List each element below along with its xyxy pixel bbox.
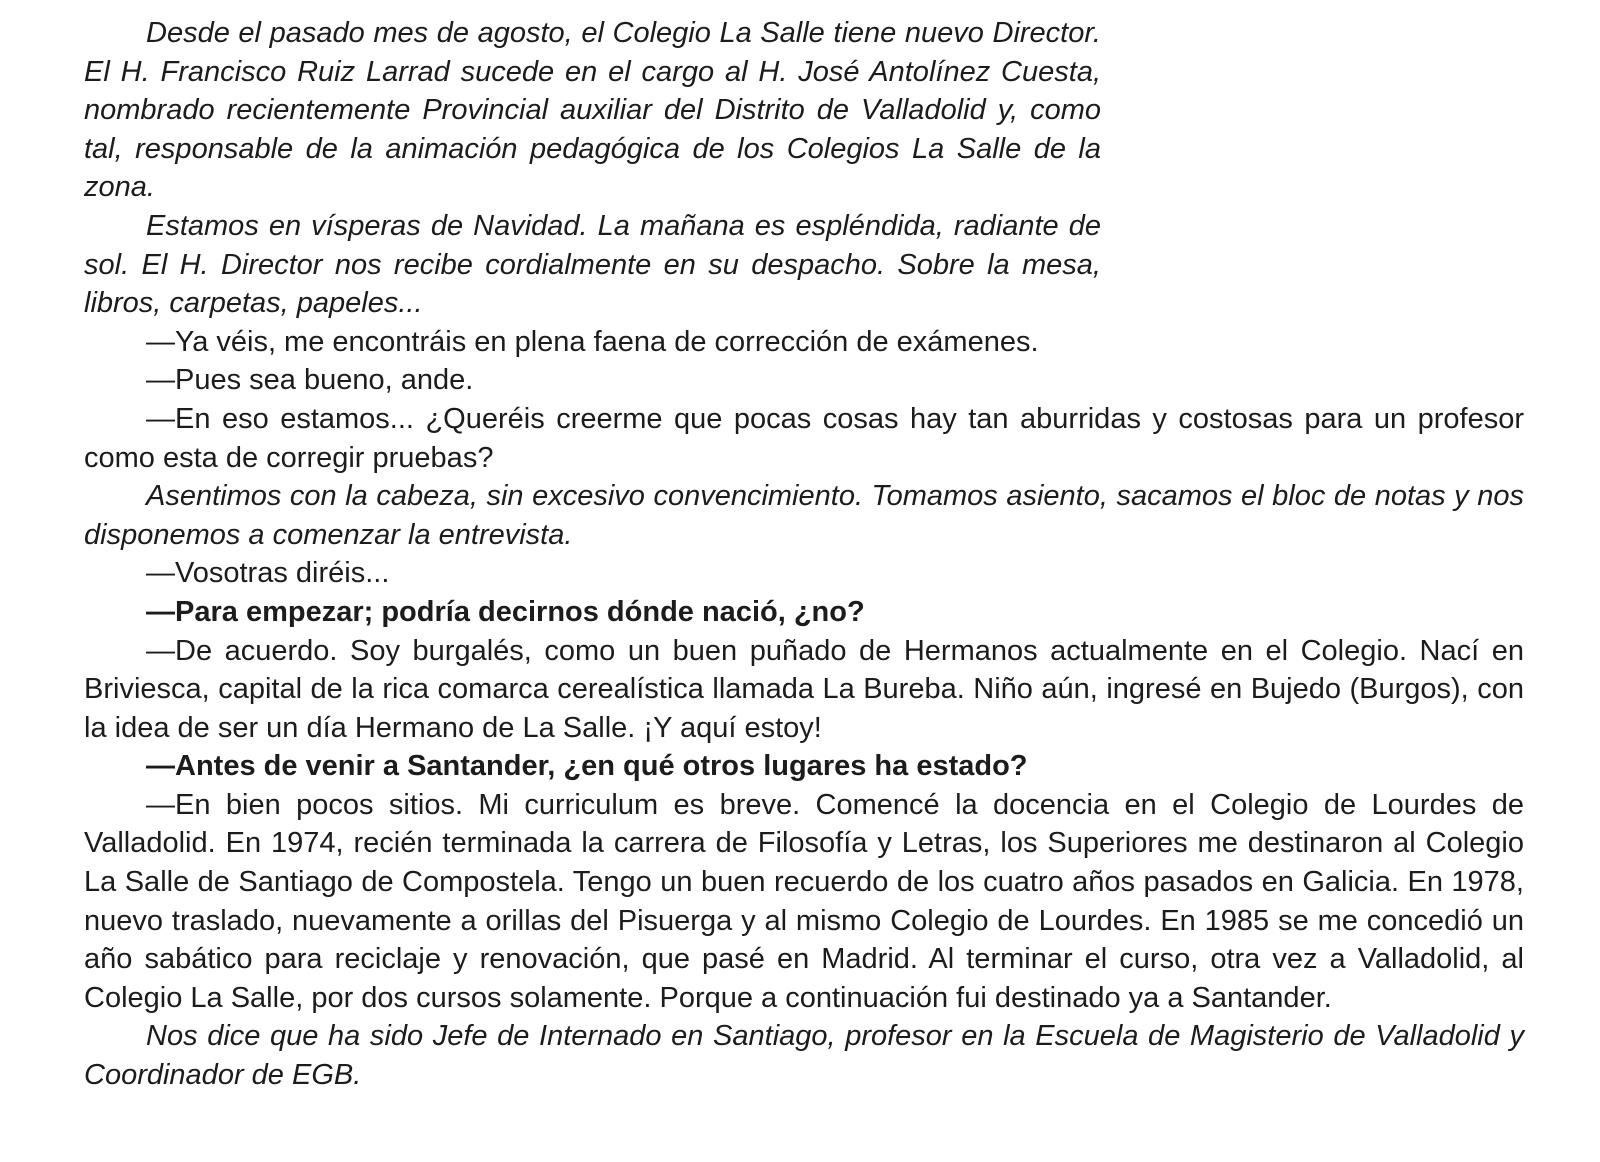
dialogue-line-pruebas: —En eso estamos... ¿Queréis creerme que pocas cosas hay tan aburridas y costosas para un profesor como esta de corregir pruebas? bbox=[84, 402, 1524, 474]
intro-paragraph-director: Desde el pasado mes de agosto, el Colegio La Salle tiene nuevo Director. El H. Francisco Ruiz Larrad sucede en el cargo al H. José Antolínez Cuesta, nombrado recientemente Provincial auxiliar del Distrito de Valladolid y, como tal, responsable de la animación pedagógica de los Colegios La Salle de la zona. bbox=[84, 17, 1101, 204]
article-intro bbox=[84, 14, 1101, 323]
article-page bbox=[84, 14, 1524, 1095]
reply-line-direis: —Vosotras diréis... bbox=[146, 557, 390, 590]
interview-answer-previous-places: —En bien pocos sitios. Mi curriculum es breve. Comencé la docencia en el Colegio de Lourdes de Valladolid. En 1974, recién terminada la carrera de Filosofía y Letras, los Superiores me destinaron al Colegio La Salle de Santiago de Compostela. Tengo un buen recuerdo de los cuatro años pasados en Galicia. En 1978, nuevo traslado, nuevamente a orillas del Pisuerga y al mismo Colegio de Lourdes. En 1985 se me concedió un año sabático para reciclaje y renovación, que pasé en Madrid. Al terminar el curso, otra vez a Valladolid, al Colegio La Salle, por dos cursos solamente. Porque a continuación fui destinado ya a Santander. bbox=[84, 788, 1524, 1014]
intro-paragraph-setting: Estamos en vísperas de Navidad. La mañana es espléndida, radiante de sol. El H. Director nos recibe cordialmente en su despacho. Sobre la mesa, libros, carpetas, papeles... bbox=[84, 209, 1101, 320]
dialogue-line-exams: —Ya véis, me encontráis en plena faena de corrección de exámenes. bbox=[146, 325, 1039, 358]
interview-question-previous-places: —Antes de venir a Santander, ¿en qué otros lugares ha estado? bbox=[146, 750, 1028, 783]
interview-answer-birthplace: —De acuerdo. Soy burgalés, como un buen puñado de Hermanos actualmente en el Colegio. Nací en Briviesca, capital de la rica comarca cerealística llamada La Bureba. Niño aún, ingresé en Bujedo (Burgos), con la idea de ser un día Hermano de La Salle. ¡Y aquí estoy! bbox=[84, 634, 1524, 744]
dialogue-line-ande: —Pues sea bueno, ande. bbox=[146, 364, 474, 397]
interview-question-birthplace: —Para empezar; podría decirnos dónde nació, ¿no? bbox=[146, 595, 865, 628]
narration-paragraph-asiento: Asentimos con la cabeza, sin excesivo convencimiento. Tomamos asiento, sacamos el bloc de notas y nos disponemos a comenzar la entrevista. bbox=[84, 480, 1524, 551]
narration-paragraph-career: Nos dice que ha sido Jefe de Internado en Santiago, profesor en la Escuela de Magisterio de Valladolid y Coordinador de EGB. bbox=[84, 1020, 1524, 1092]
